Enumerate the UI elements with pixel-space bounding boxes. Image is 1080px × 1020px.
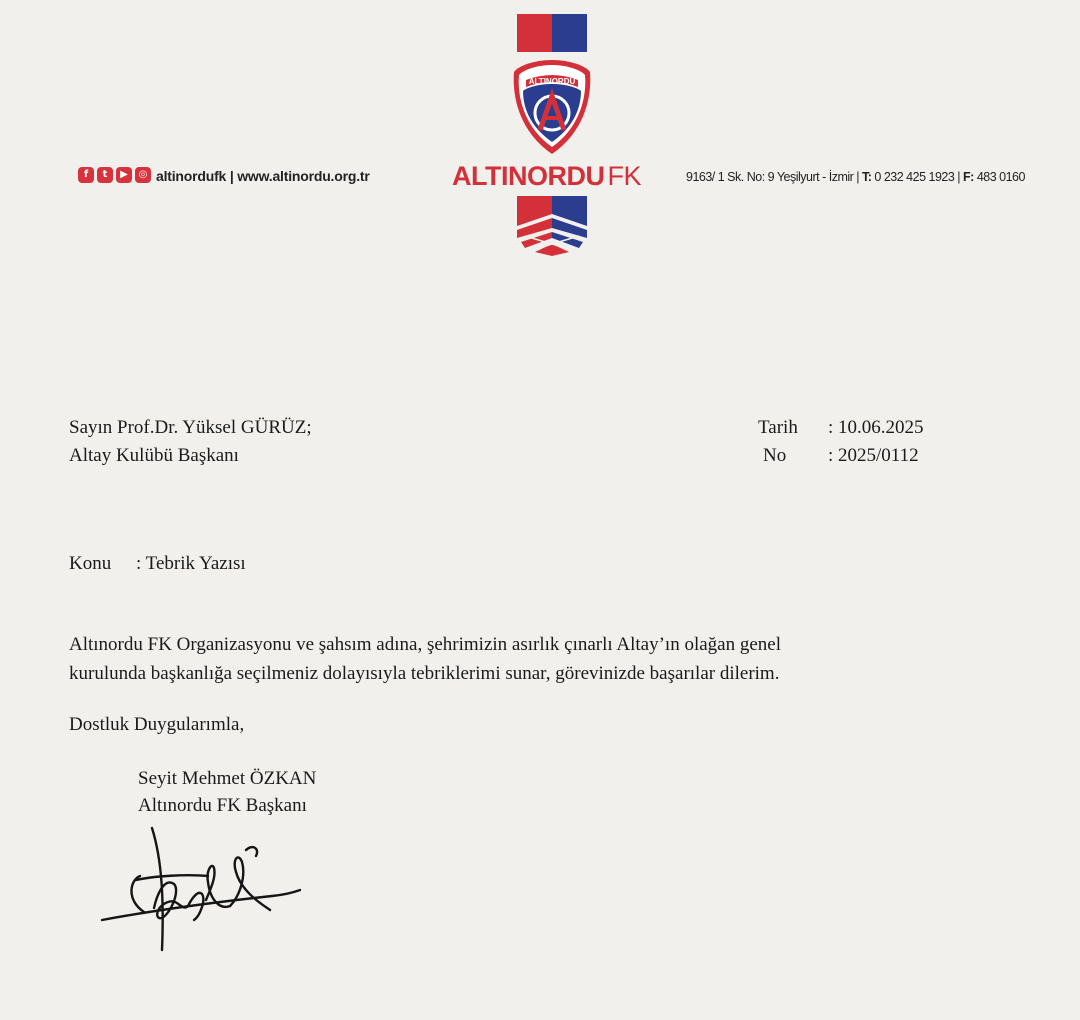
web-address: altinordufk | www.altinordu.org.tr: [156, 168, 370, 184]
body-line-2: kurulunda başkanlığa seçilmeniz dolayısıyla tebriklerimi sunar, görevinizde başarılar dilerim.: [69, 663, 780, 684]
number-row: [763, 442, 919, 470]
date-row: [758, 414, 924, 442]
date-value: : 10.06.2025: [828, 417, 924, 438]
signature: [96, 820, 306, 960]
signatory-title: Altınordu FK Başkanı: [138, 795, 307, 816]
brand-name: ALTINORDU: [452, 161, 605, 191]
recipient-title: Altay Kulübü Başkanı: [69, 445, 239, 466]
club-address: 9163/ 1 Sk. No: 9 Yeşilyurt - İzmir | T: 0 232 425 1923 | F: 483 0160: [686, 170, 1025, 184]
youtube-icon: ▶: [116, 167, 132, 183]
brand-suffix: FK: [607, 161, 641, 191]
number-label: No: [763, 445, 787, 466]
subject-value: : Tebrik Yazısı: [136, 553, 246, 574]
flag-bottom-icon: [517, 196, 587, 256]
crest-text: ALTINORDU: [528, 77, 576, 86]
club-crest-icon: [510, 58, 594, 156]
number-value: : 2025/0112: [828, 445, 919, 466]
subject-label: Konu: [69, 553, 112, 574]
facebook-icon: f: [78, 167, 94, 183]
signatory-name: Seyit Mehmet ÖZKAN: [138, 768, 317, 789]
subject-line: [69, 550, 246, 578]
twitter-icon: t: [97, 167, 113, 183]
date-label: Tarih: [758, 417, 798, 438]
fax-number: 483 0160: [976, 170, 1025, 184]
body-line-1: Altınordu FK Organizasyonu ve şahsım adına, şehrimizin asırlık çınarlı Altay’ın olağan genel: [69, 634, 781, 655]
phone-number: 0 232 425 1923: [874, 170, 955, 184]
flag-top-icon: [517, 14, 587, 52]
phone-label: T:: [862, 170, 872, 184]
address-text: 9163/ 1 Sk. No: 9 Yeşilyurt - İzmir: [686, 170, 854, 184]
club-brand: [452, 160, 641, 192]
instagram-icon: ◎: [135, 167, 151, 183]
social-icons: [78, 167, 151, 183]
recipient-name: Sayın Prof.Dr. Yüksel GÜRÜZ;: [69, 417, 312, 438]
fax-label: F:: [963, 170, 974, 184]
closing-text: Dostluk Duygularımla,: [69, 714, 245, 735]
